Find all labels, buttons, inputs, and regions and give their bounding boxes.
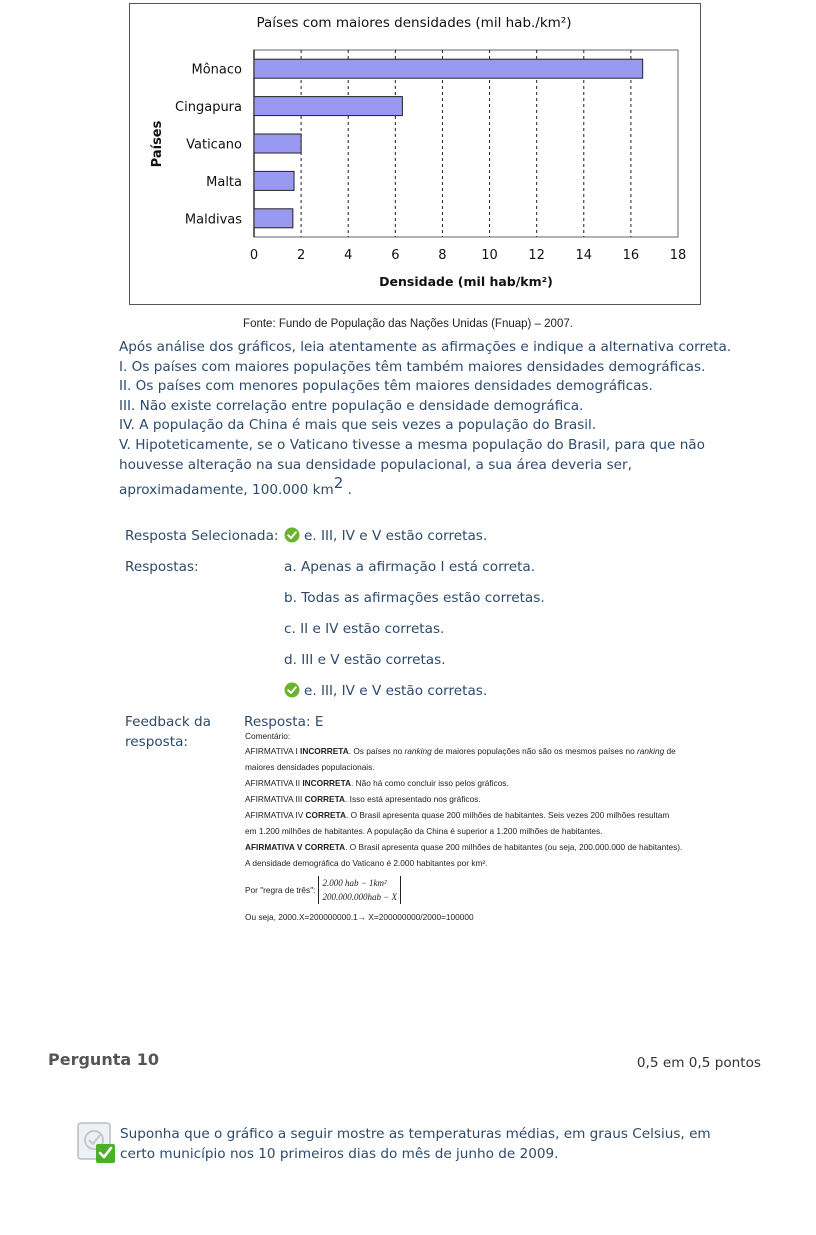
x-tick-label: 16 xyxy=(622,248,640,263)
feedback-label-line1: Feedback da xyxy=(125,714,212,730)
x-tick-label: 0 xyxy=(249,248,259,263)
chart-y-axis-label: Países xyxy=(150,120,165,168)
x-tick-label: 14 xyxy=(575,248,593,263)
selected-answer xyxy=(284,526,487,546)
a2-tag: AFIRMATIVA II xyxy=(245,778,303,788)
selected-answer-text: e. III, IV e V estão corretas. xyxy=(304,528,488,544)
question-intro: Após análise dos gráficos, leia atentamente as afirmações e indique a alternativa correta. xyxy=(119,339,732,355)
bar-cingapura xyxy=(254,97,402,116)
feedback-line-6: em 1.200 milhões de habitantes. A população da China é superior a 1.200 milhões de habitantes. xyxy=(245,826,603,836)
a1-text: . Os países no xyxy=(348,746,405,756)
rule-row-1: 2.000 hab − 1km² xyxy=(322,878,387,888)
a3-text: . Isso está apresentado nos gráficos. xyxy=(345,794,481,804)
feedback-comment xyxy=(245,731,715,925)
feedback-conclusion: Ou seja, 2000.X=200000000.1→ X=200000000/2000=100000 xyxy=(245,912,474,922)
category-label: Cingapura xyxy=(175,100,242,116)
statement-5-text: aproximadamente, 100.000 km xyxy=(119,482,334,499)
feedback-line-7 xyxy=(245,839,715,855)
a1-status: INCORRETA xyxy=(300,746,349,756)
bar-vaticano xyxy=(254,134,301,153)
x-tick-label: 18 xyxy=(669,248,687,263)
a5-text: . O Brasil apresenta quase 200 milhões de habitantes (ou seja, 200.000.000 de habitantes). xyxy=(345,842,683,852)
a4-status: CORRETA xyxy=(305,810,346,820)
superscript-2: 2 xyxy=(333,474,344,493)
feedback-line-2: maiores densidades populacionais. xyxy=(245,762,375,772)
x-tick-label: 8 xyxy=(438,248,447,263)
category-label: Maldivas xyxy=(184,212,242,228)
feedback-line-8: A densidade demográfica do Vaticano é 2.000 habitantes por km². xyxy=(245,858,488,868)
bar-mônaco xyxy=(254,59,643,78)
answer-option-d: d. III e V estão corretas. xyxy=(284,652,446,668)
chart-svg xyxy=(130,4,700,304)
question-status-icon xyxy=(77,1122,117,1164)
a1-italic: ranking xyxy=(637,746,665,756)
selected-answer-label: Resposta Selecionada: xyxy=(125,528,279,544)
a3-status: CORRETA xyxy=(304,794,346,804)
a1-italic: ranking xyxy=(404,746,432,756)
chart-x-axis-label: Densidade (mil hab/km²) xyxy=(379,274,553,289)
x-tick-label: 6 xyxy=(391,248,400,263)
statement-1: I. Os países com maiores populações têm também maiores densidades demográficas. xyxy=(119,358,706,375)
question-text xyxy=(119,338,739,501)
bar-malta xyxy=(254,171,294,190)
answer-option-a: a. Apenas a afirmação I está correta. xyxy=(284,559,536,575)
chart-source: Fonte: Fundo de População das Nações Unidas (Fnuap) – 2007. xyxy=(243,318,573,330)
a2-status: INCORRETA xyxy=(302,778,352,788)
chart-title: Países com maiores densidades (mil hab./km²) xyxy=(256,15,572,31)
answer-option-e-text: e. III, IV e V estão corretas. xyxy=(304,683,488,699)
rule-formula xyxy=(318,876,401,904)
answer-option-b: b. Todas as afirmações estão corretas. xyxy=(284,590,545,606)
comment-heading: Comentário: xyxy=(245,731,291,741)
a3-tag: AFIRMATIVA III xyxy=(245,794,305,804)
feedback-line-3 xyxy=(245,775,715,791)
correct-check-icon xyxy=(284,682,300,698)
a5-tag: AFIRMATIVA V xyxy=(245,842,305,852)
statement-3: III. Não existe correlação entre população e densidade demográfica. xyxy=(119,397,584,414)
chart-category-labels xyxy=(175,63,242,228)
a1-tag: AFIRMATIVA I xyxy=(245,746,301,756)
a4-tag: AFIRMATIVA IV xyxy=(245,810,306,820)
rule-row-2: 200.000.000hab − X xyxy=(322,892,398,902)
rule-of-three xyxy=(245,873,715,907)
answer-option-e xyxy=(284,681,487,701)
x-tick-label: 4 xyxy=(344,248,353,263)
rule-label: Por "regra de três": xyxy=(245,885,316,895)
a2-text: . Não há como concluir isso pelos gráficos. xyxy=(351,778,509,788)
question-10-text: Suponha que o gráfico a seguir mostre as temperaturas médias, em graus Celsius, em certo município nos 10 primeiros dias do mês de junho de 2009. xyxy=(120,1126,711,1162)
feedback-line-4 xyxy=(245,791,715,807)
statement-5-line1: V. Hipoteticamente, se o Vaticano tivesse a mesma população do Brasil, para que não xyxy=(119,436,705,453)
category-label: Mônaco xyxy=(191,62,242,78)
answer-option-c: c. II e IV estão corretas. xyxy=(284,621,445,637)
a5-status: CORRETA xyxy=(304,842,346,852)
chart-tick-labels xyxy=(250,248,686,263)
question-10-score: 0,5 em 0,5 pontos xyxy=(636,1055,761,1071)
category-label: Vaticano xyxy=(186,137,242,153)
x-tick-label: 10 xyxy=(481,248,498,263)
statement-5-end: . xyxy=(343,482,352,499)
answers-label: Respostas: xyxy=(125,559,199,575)
a1-text: de xyxy=(664,746,676,756)
x-tick-label: 2 xyxy=(296,248,306,263)
x-tick-label: 12 xyxy=(528,248,545,263)
density-bar-chart xyxy=(129,3,701,305)
question-10-title: Pergunta 10 xyxy=(48,1050,159,1069)
bar-maldivas xyxy=(254,209,293,228)
statement-2: II. Os países com menores populações têm maiores densidades demográficas. xyxy=(119,378,653,395)
feedback-line-5 xyxy=(245,807,715,823)
statement-5-line2: houvesse alteração na sua densidade populacional, a sua área deveria ser, xyxy=(119,456,632,473)
category-label: Malta xyxy=(206,174,242,190)
statement-4: IV. A população da China é mais que seis vezes a população do Brasil. xyxy=(119,417,597,434)
statement-5-line3 xyxy=(119,474,739,501)
feedback-label xyxy=(125,712,235,752)
feedback-line-1 xyxy=(245,743,715,759)
feedback-answer: Resposta: E xyxy=(244,714,324,730)
a1-text: de maiores populações não são os mesmos países no xyxy=(431,746,638,756)
correct-check-icon xyxy=(284,527,300,543)
feedback-label-line2: resposta: xyxy=(125,734,189,750)
a4-text: . O Brasil apresenta quase 200 milhões de habitantes. Seis vezes 200 milhões resultam xyxy=(345,810,670,820)
